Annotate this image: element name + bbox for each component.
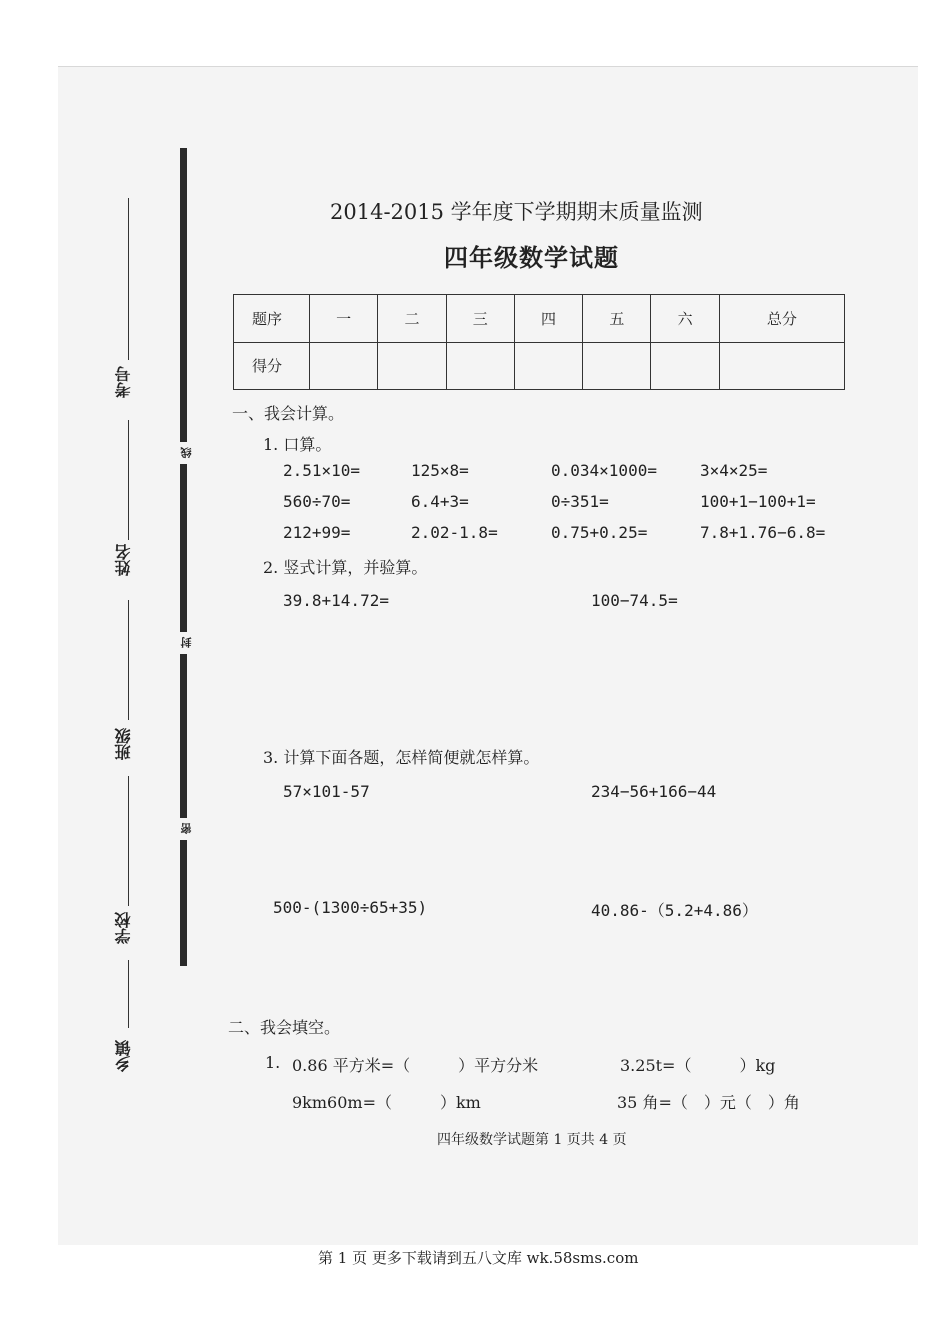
fill-item: 0.86 平方米=（ ）平方分米 [292,1056,539,1075]
oral-calc-item: 2.02-1.8= [411,523,498,542]
oral-calc-item: 100+1−100+1= [700,492,816,511]
banji-label: 班级 [114,728,133,760]
section2-heading: 二、我会填空。 [228,1018,341,1037]
q3-title: 3. 计算下面各题，怎样简便就怎样算。 [263,748,540,767]
score-cell: 六 [651,295,719,343]
xiangzhen-label: 乡镇 [114,1040,133,1072]
score-cell: 四 [514,295,582,343]
xuexiao-label: 学校 [114,912,133,944]
score-cell: 一 [310,295,378,343]
score-table-score-row [234,342,845,390]
q2-title: 2. 竖式计算，并验算。 [263,558,428,577]
score-table [233,294,845,390]
oral-calc-item: 6.4+3= [411,492,469,511]
oral-calc-item: 0.034×1000= [551,461,657,480]
score-table-header-row [234,295,845,343]
fill-number: 1. [265,1053,281,1072]
seal-char-feng: 封 [176,632,192,654]
fill-item: 9km60m=（ ）km [292,1093,481,1112]
xuexiao-blank-line [128,776,129,906]
oral-calc-item: 560÷70= [283,492,351,511]
xingming-label: 姓名 [114,544,133,576]
score-cell: 总分 [719,295,844,343]
score-cell: 二 [378,295,446,343]
vertical-calc-item: 100−74.5= [591,591,678,610]
oral-calc-item: 2.51×10= [283,461,361,480]
simplify-calc-item: 500-(1300÷65+35) [273,898,428,917]
score-row-label: 得分 [234,342,310,390]
simplify-calc-item: 57×101-57 [283,782,370,801]
banji-blank-line [128,600,129,720]
vertical-calc-item: 39.8+14.72= [283,591,389,610]
score-blank [651,342,719,390]
download-note: 第 1 页 更多下载请到五八文库 wk.58sms.com [318,1249,639,1267]
oral-calc-item: 212+99= [283,523,351,542]
xiangzhen-blank-line [128,960,129,1028]
q1-title: 1. 口算。 [263,435,332,454]
fill-item: 3.25t=（ ）kg [620,1056,776,1075]
seal-char-xian: 线 [176,442,192,464]
oral-calc-item: 7.8+1.76−6.8= [700,523,826,542]
score-cell: 三 [446,295,514,343]
kaohao-label: 考号 [114,366,133,398]
oral-calc-item: 125×8= [411,461,469,480]
page-footer: 四年级数学试题第 1 页共 4 页 [437,1132,627,1148]
simplify-calc-item: 234−56+166−44 [591,782,717,801]
score-blank [446,342,514,390]
score-blank [514,342,582,390]
seal-char-mi: 密 [176,818,192,840]
oral-calc-item: 0÷351= [551,492,609,511]
binding-bar [180,148,187,966]
score-blank [378,342,446,390]
exam-subtitle: 四年级数学试题 [444,243,619,272]
score-blank [719,342,844,390]
exam-title: 2014-2015 学年度下学期期末质量监测 [330,200,703,224]
oral-calc-item: 0.75+0.25= [551,523,648,542]
xingming-blank-line [128,420,129,540]
score-blank [583,342,651,390]
section1-heading: 一、我会计算。 [232,404,345,423]
simplify-calc-item: 40.86-（5.2+4.86） [591,901,758,920]
kaohao-blank-line [128,198,129,360]
fill-item: 35 角=（ ）元（ ）角 [617,1093,800,1112]
score-cell: 五 [583,295,651,343]
score-blank [310,342,378,390]
oral-calc-item: 3×4×25= [700,461,768,480]
score-cell: 题序 [234,295,310,343]
